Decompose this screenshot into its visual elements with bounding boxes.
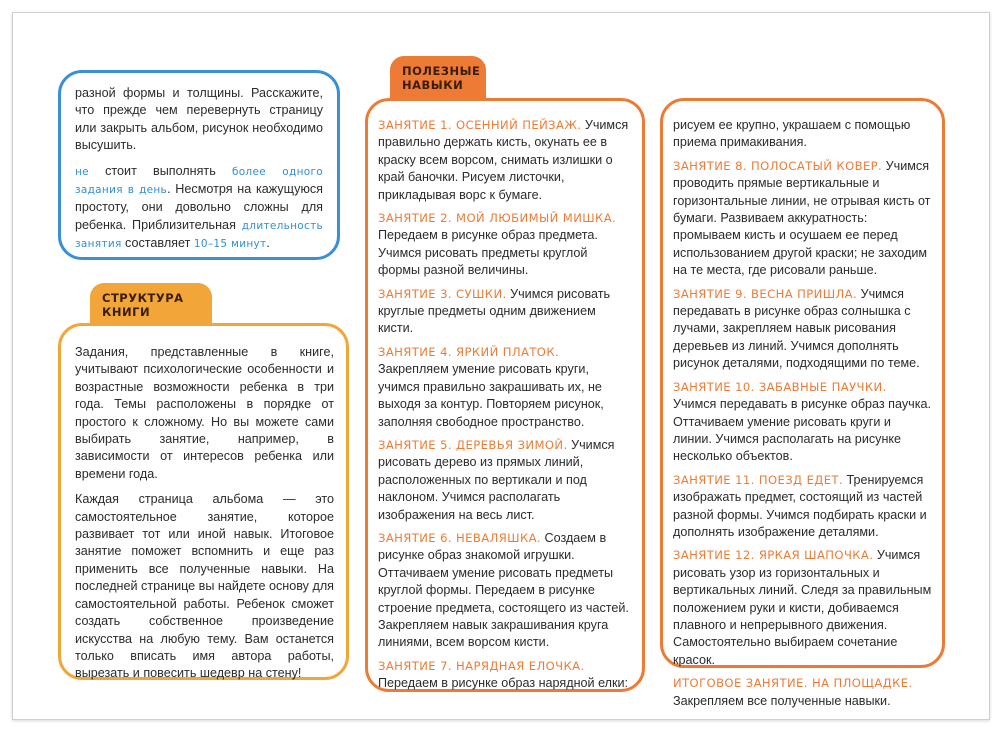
lesson-description: Учимся рисовать дерево из прямых линий, расположенных по вертикали и под наклоном. Учимся располагать изображения на весь лист. [378,437,615,522]
lesson-entry [673,547,932,669]
lesson-title: ЗАНЯТИЕ 9. ВЕСНА ПРИШЛА. [673,286,858,301]
lesson-entry [378,658,632,693]
lesson-entry [673,675,932,710]
lesson-title: ЗАНЯТИЕ 11. ПОЕЗД ЕДЕТ. [673,472,844,487]
lesson-title: ЗАНЯТИЕ 8. ПОЛОСАТЫЙ КОВЕР. [673,158,883,173]
structure-box [58,323,349,680]
lesson-title: ЗАНЯТИЕ 5. ДЕРЕВЬЯ ЗИМОЙ. [378,437,568,452]
structure-tag: СТРУКТУРА КНИГИ [90,283,212,326]
tip-paragraph-2: не стоит выполнять более одного задания в день. Несмотря на кажущуюся простоту, они довольно сложны для ребенка. Приблизительная длительность занятия составляет 10–15 минут. [75,163,324,251]
lesson-entry [378,286,632,338]
lesson-entry [378,530,632,652]
tip-highlight-minutes: 10–15 минут [193,238,267,251]
skills-box-middle [365,98,645,692]
structure-paragraph-1: Задания, представленные в книге, учитывают психологические особенности и возрастные возможности ребенка в три года. Темы расположены в порядке от простого к сложному. Но вы можете сами выбирать занятие, например, в зависимости от интересов ребенка или времени года. [75,345,334,481]
structure-paragraph-2: Каждая страница альбома — это самостоятельное занятие, которое развивает тот или иной навык. Итоговое занятие поможет вспомнить и еще раз применить все полученные навыки. На последней странице вы найдете основу для самостоятельной работы. Ребенок сможет создать собственное произведение искусства на любую тему. Вам останется только вписать имя автора работы, вырезать и повесить шедевр на стену! [75,492,334,681]
lesson-title: ЗАНЯТИЕ 4. ЯРКИЙ ПЛАТОК. [378,344,560,359]
lesson-entry [673,379,932,466]
lesson-description: Учимся рисовать узор из горизонтальных и вертикальных линий. Следя за правильным положением руки и кисти, добиваемся плавного и непрерывного движения. Самостоятельно выбираем сочетание красок. [673,548,932,667]
lesson-entry [378,437,632,524]
lesson-title: ЗАНЯТИЕ 1. ОСЕННИЙ ПЕЙЗАЖ. [378,118,582,132]
tip-highlight-once: более одного задания в день [75,165,323,197]
skills-tag: ПОЛЕЗНЫЕ НАВЫКИ [390,56,486,99]
skills-box-right [660,98,945,708]
lesson-description: Учимся проводить прямые вертикальные и горизонтальные линии, не отрывая кисть от бумаги. Развиваем аккуратность: промываем кисть и осушаем ее перед использованием другой краски; не заходим на те места, где рисовали раньше. [673,158,931,278]
lesson-description: Учимся передавать в рисунке образ солнышка с лучами, закрепляем навык рисования деревьев из линий. Учимся дополнять рисунок деталями, подходящими по теме. [673,286,920,371]
tip-highlight-duration: длительность занятия [75,219,323,251]
lesson-description: Учимся передавать в рисунке образ паучка. Оттачиваем умение рисовать круги и линии. Учимся располагать на рисунке несколько объектов. [673,397,931,464]
tip-highlight-not: не [75,165,89,178]
lesson-title: ЗАНЯТИЕ 3. СУШКИ. [378,286,507,301]
lesson-description: Закрепляем все полученные навыки. [673,693,891,708]
lesson-description: Передаем в рисунке образ нарядной елки: [378,676,629,691]
lesson-entry [673,158,932,280]
lesson-title: ЗАНЯТИЕ 2. МОЙ ЛЮБИМЫЙ МИШКА. [378,211,617,226]
tip-paragraph-1: разной формы и толщины. Расскажите, что прежде чем перевернуть страницу или закрыть альбом, рисунок необходимо высушить. [75,86,323,153]
lesson-description: Учимся рисовать круглые предметы одним движением кисти. [378,286,611,336]
lesson-title: ЗАНЯТИЕ 10. ЗАБАВНЫЕ ПАУЧКИ. [673,379,887,394]
right-intro: рисуем ее крупно, украшаем с помощью приема примакивания. [673,118,911,150]
lesson-description: Создаем в рисунке образ знакомой игрушки. Оттачиваем умение рисовать предметы круглой формы. Передаем в рисунке строение предмета, состоящего из частей. Закрепляем навык закрашивания круга линиями, всем ворсом кисти. [378,530,629,650]
lesson-description: Закрепляем умение рисовать круги, учимся правильно закрашивать их, не выходя за контур. Повторяем рисунок, заполняя свободное пространство. [378,362,604,429]
lesson-description: Учимся правильно держать кисть, окунать ее в краску всем ворсом, снимать излишки о край баночки. Рисуем листочки, прикладывая ворс к бумаге. [378,118,629,202]
lesson-title: ЗАНЯТИЕ 6. НЕВАЛЯШКА. [378,530,541,545]
tip-box [58,70,340,260]
lesson-entry [378,210,632,280]
lesson-title: ИТОГОВОЕ ЗАНЯТИЕ. НА ПЛОЩАДКЕ. [673,676,913,691]
lesson-description: Тренируемся изображать предмет, состоящий из частей разной формы. Учимся подбирать краски и дополнять изображение деталями. [673,472,927,539]
lesson-title: ЗАНЯТИЕ 12. ЯРКАЯ ШАПОЧКА. [673,548,874,563]
lesson-entry [378,344,632,431]
lesson-entry [673,472,932,542]
lesson-title: ЗАНЯТИЕ 7. НАРЯДНАЯ ЕЛОЧКА. [378,658,585,673]
lesson-entry [378,117,632,204]
lesson-entry [673,286,932,373]
lesson-description: Передаем в рисунке образ предмета. Учимся рисовать предметы круглой формы разной величины. [378,228,598,278]
